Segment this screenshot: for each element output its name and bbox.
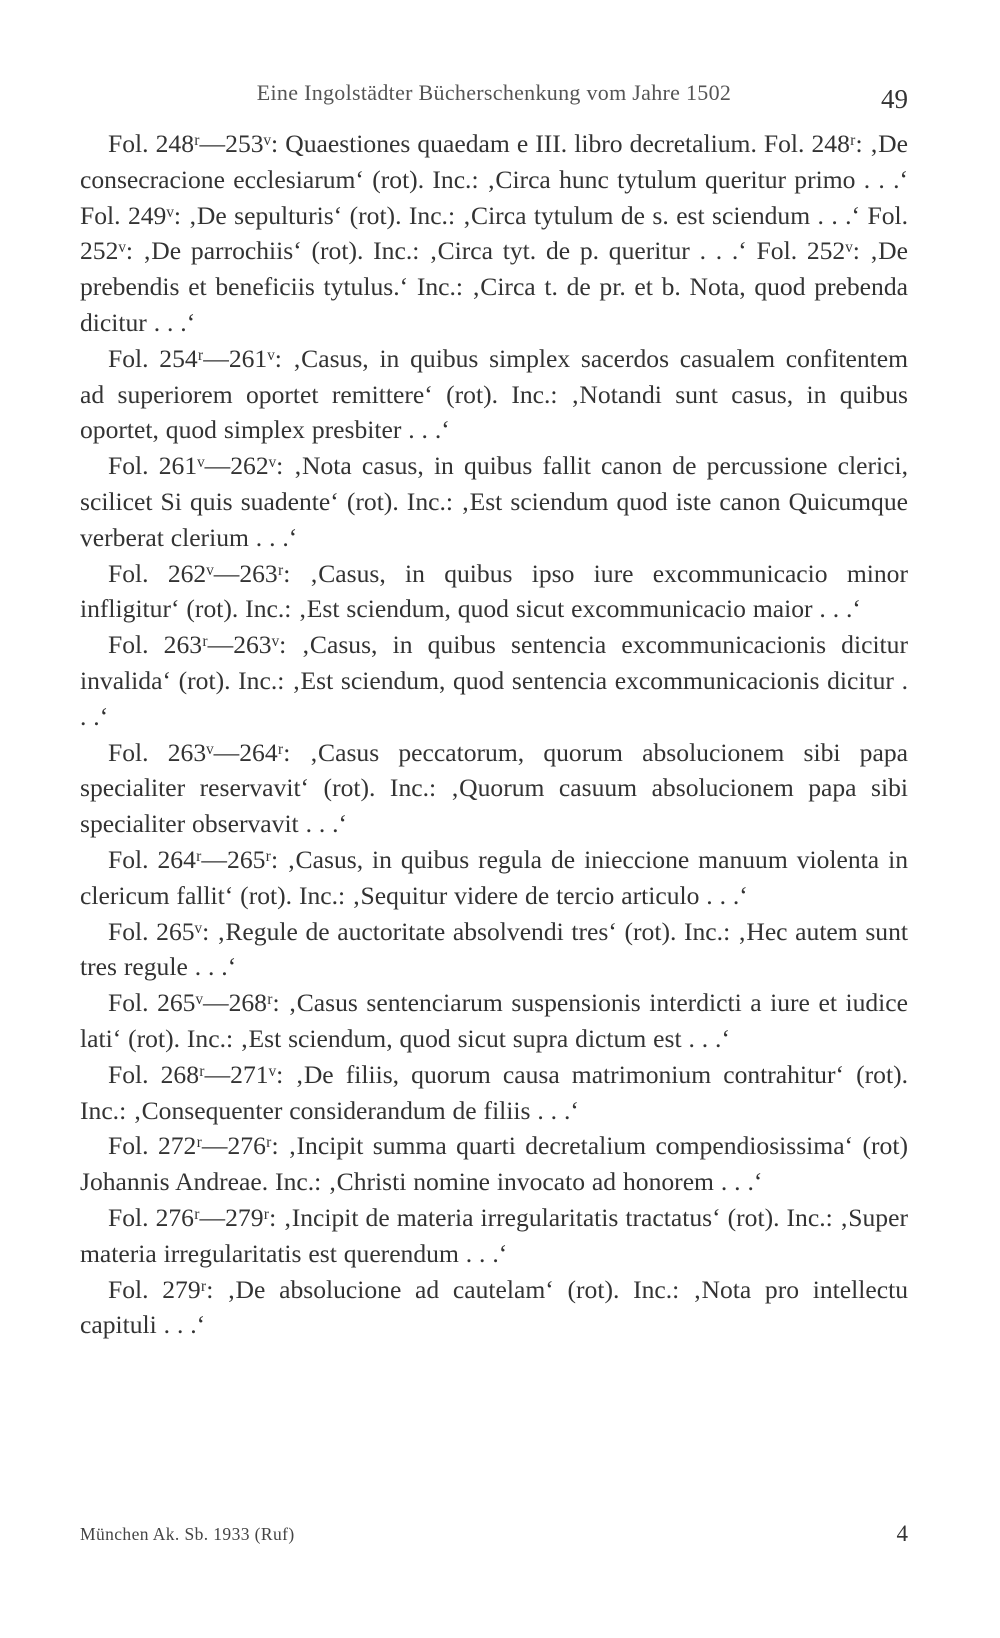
entry-fol-276: Fol. 276ʳ—279ʳ: ‚Incipit de materia irregularitatis tractatus‘ (rot). Inc.: ‚Super materia irregularitatis est querendum . . .‘ — [80, 1202, 908, 1268]
entry-fol-263v: Fol. 263ᵛ—264ʳ: ‚Casus peccatorum, quorum absolucionem sibi papa specialiter reservavit‘ (rot). Inc.: ‚Quorum casuum absolucionem papa sibi specialiter observavit . . .‘ — [80, 737, 908, 839]
entry-fol-264: Fol. 264ʳ—265ʳ: ‚Casus, in quibus regula de inieccione manuum violenta in clericum fallit‘ (rot). Inc.: ‚Sequitur videre de tercio articulo . . .‘ — [80, 844, 908, 910]
page-number: 49 — [881, 84, 908, 114]
source-note: München Ak. Sb. 1933 (Ruf) — [80, 1524, 295, 1544]
page-footer — [80, 1521, 908, 1550]
entry-fol-254: Fol. 254ʳ—261ᵛ: ‚Casus, in quibus simplex sacerdos casualem confitentem ad superiorem oportet remittere‘ (rot). Inc.: ‚Notandi sunt casus, in quibus oportet, quod simplex presbiter . . .‘ — [80, 343, 908, 445]
entry-fol-263r: Fol. 263ʳ—263ᵛ: ‚Casus, in quibus sentencia excommunicacionis dicitur invalida‘ (rot). Inc.: ‚Est sciendum, quod sentencia excommunicacionis dicitur . . .‘ — [80, 630, 908, 731]
running-head — [80, 76, 908, 116]
entry-fol-272: Fol. 272ʳ—276ʳ: ‚Incipit summa quarti decretalium compendiosissima‘ (rot) Johannis Andreae. Inc.: ‚Christi nomine invocato ad honorem . . .‘ — [80, 1131, 908, 1197]
running-title: Eine Ingolstädter Bücherschenkung vom Jahre 1502 — [256, 80, 732, 105]
sheet-signature: 4 — [896, 1521, 908, 1546]
catalogue-entries — [80, 126, 908, 1343]
entry-fol-261: Fol. 261ᵛ—262ᵛ: ‚Nota casus, in quibus fallit canon de percussione clerici, scilicet Si quis suadente‘ (rot). Inc.: ‚Est sciendum quod iste canon Quicumque verberat clerium . . .‘ — [80, 451, 908, 552]
entry-fol-265v-a: Fol. 265ᵛ: ‚Regule de auctoritate absolvendi tres‘ (rot). Inc.: ‚Hec autem sunt tres regule . . .‘ — [80, 916, 908, 982]
entry-fol-279: Fol. 279ʳ: ‚De absolucione ad cautelam‘ (rot). Inc.: ‚Nota pro intellectu capituli . . .‘ — [80, 1274, 908, 1340]
entry-fol-248: Fol. 248ʳ—253ᵛ: Quaestiones quaedam e III. libro decretalium. Fol. 248ʳ: ‚De consecracione ecclesiarum‘ (rot). Inc.: ‚Circa hunc tytulum queritur primo . . .‘ Fol. 249ᵛ: ‚De sepulturis‘ (rot). Inc.: ‚Circa tytulum de s. est sciendum . . .‘ Fol. 252ᵛ: ‚De parrochiis‘ (rot). Inc.: ‚Circa tyt. de p. queritur . . .‘ Fol. 252ᵛ: ‚De prebendis et beneficiis tytulus.‘ Inc.: ‚Circa t. de pr. et b. Nota, quod prebenda dicitur . . .‘ — [80, 129, 908, 337]
entry-fol-265v-b: Fol. 265ᵛ—268ʳ: ‚Casus sentenciarum suspensionis interdicti a iure et iudice lati‘ (rot). Inc.: ‚Est sciendum, quod sicut supra dictum est . . .‘ — [80, 988, 908, 1053]
entry-fol-268: Fol. 268ʳ—271ᵛ: ‚De filiis, quorum causa matrimonium contrahitur‘ (rot). Inc.: ‚Consequenter considerandum de filiis . . .‘ — [80, 1059, 908, 1125]
entry-fol-262: Fol. 262ᵛ—263ʳ: ‚Casus, in quibus ipso iure excommunicacio minor infligitur‘ (rot). Inc.: ‚Est sciendum, quod sicut excommunicacio maior . . .‘ — [80, 558, 908, 624]
